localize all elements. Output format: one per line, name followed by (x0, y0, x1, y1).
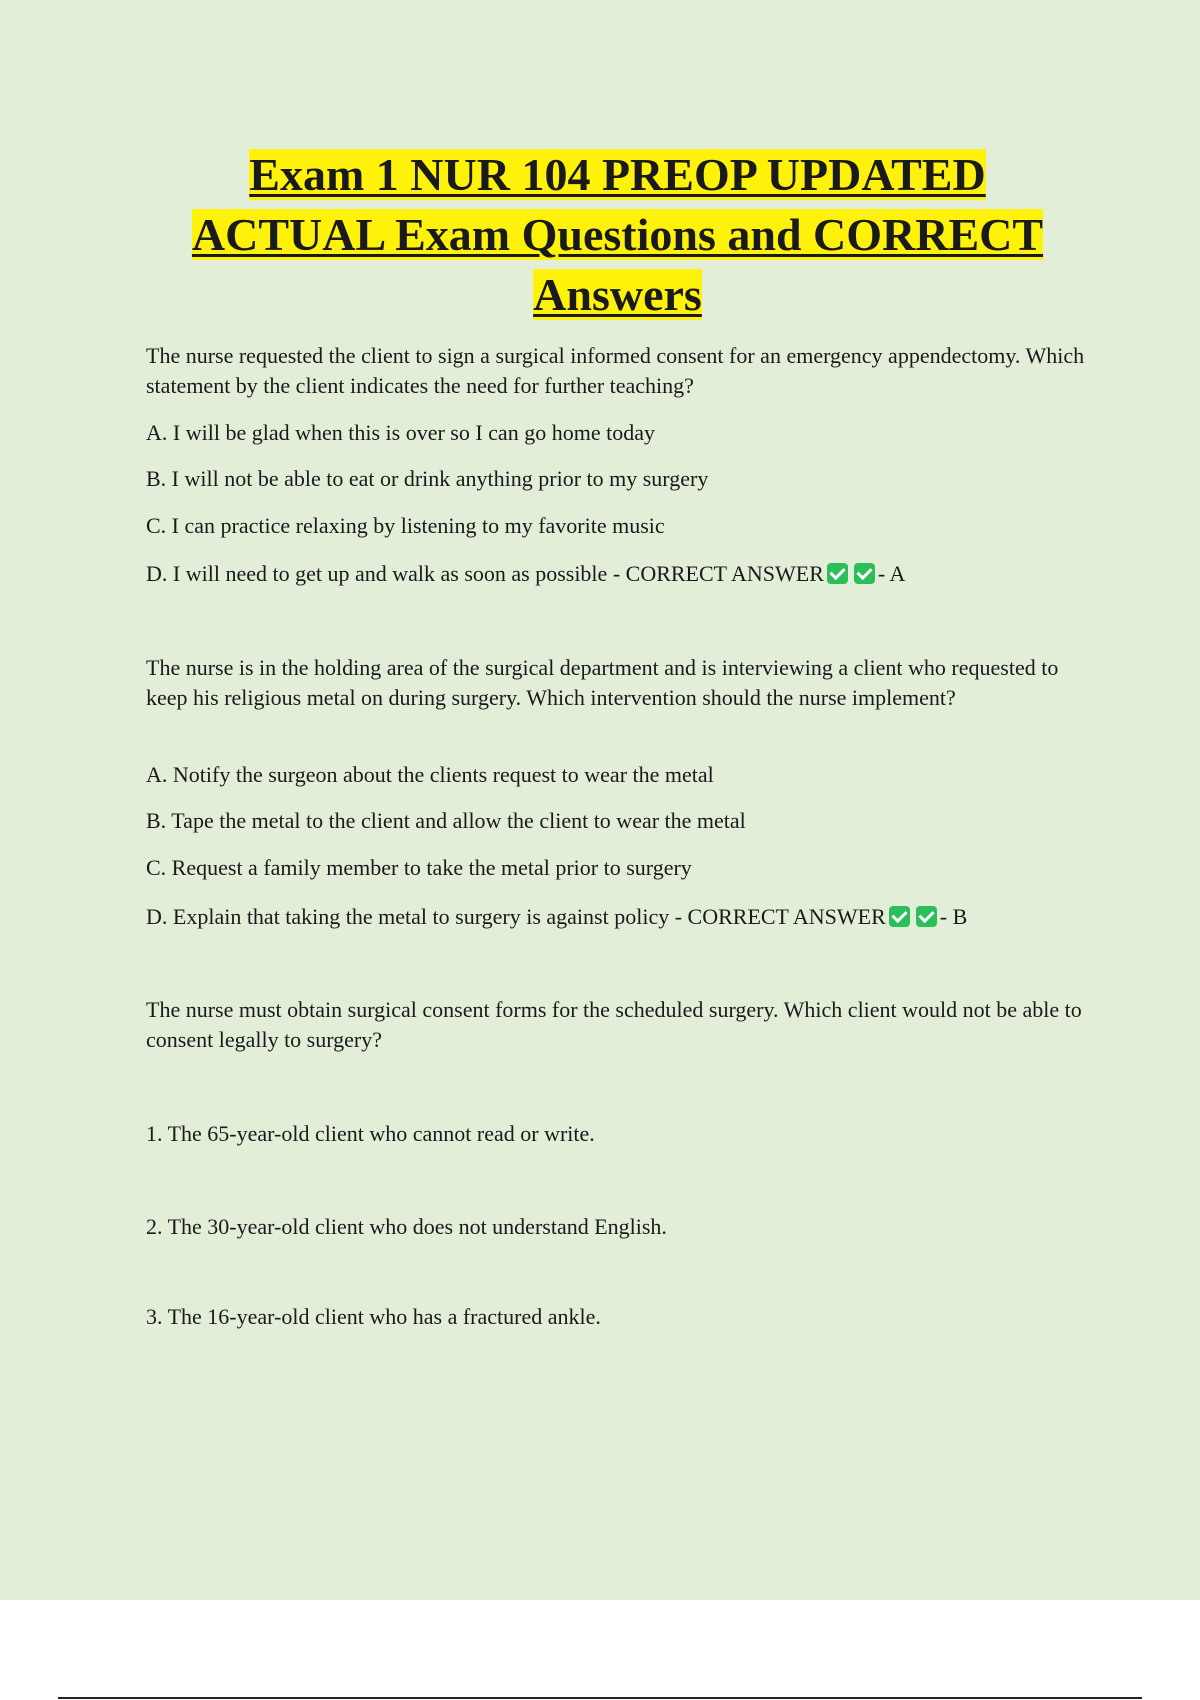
question-1-option-c: C. I can practice relaxing by listening to my favorite music (146, 513, 665, 538)
question-1-option-a: A. I will be glad when this is over so I can go home today (146, 420, 655, 445)
check-box-icon (854, 563, 875, 584)
question-2-option-c: C. Request a family member to take the metal prior to surgery (146, 855, 692, 880)
question-2-option-d-line (146, 902, 1096, 932)
question-1-option-d: D. I will need to get up and walk as soon as possible - CORRECT ANSWER (146, 561, 824, 586)
question-1-answer: - A (877, 561, 906, 586)
question-2-option-a: A. Notify the surgeon about the clients request to wear the metal (146, 762, 714, 787)
question-3-option-1: 1. The 65-year-old client who cannot read or write. (146, 1121, 595, 1146)
question-2-option-d: D. Explain that taking the metal to surgery is against policy - CORRECT ANSWER (146, 904, 886, 929)
question-3-option-3: 3. The 16-year-old client who has a fractured ankle. (146, 1304, 601, 1329)
question-2-option-b: B. Tape the metal to the client and allow the client to wear the metal (146, 808, 746, 833)
question-2-answer: - B (939, 904, 968, 929)
question-1-option-d-line (146, 559, 1096, 589)
title-line-1: Exam 1 NUR 104 PREOP UPDATED (249, 149, 986, 200)
title-line-2: ACTUAL Exam Questions and CORRECT (191, 209, 1044, 260)
check-box-icon (827, 563, 848, 584)
page-title (100, 145, 1135, 325)
question-1-option-b: B. I will not be able to eat or drink anything prior to my surgery (146, 466, 709, 491)
question-3-option-2: 2. The 30-year-old client who does not understand English. (146, 1214, 667, 1239)
question-3-stem: The nurse must obtain surgical consent forms for the scheduled surgery. Which client would not be able to consent legally to surgery? (146, 997, 1082, 1052)
question-2-stem: The nurse is in the holding area of the surgical department and is interviewing a client who requested to keep his religious metal on during surgery. Which intervention should the nurse implement? (146, 655, 1059, 710)
check-box-icon (916, 906, 937, 927)
footer-divider (58, 1697, 1142, 1699)
title-line-3: Answers (533, 269, 702, 320)
check-box-icon (889, 906, 910, 927)
question-1-stem: The nurse requested the client to sign a surgical informed consent for an emergency appendectomy. Which statement by the client indicates the need for further teaching? (146, 343, 1085, 398)
